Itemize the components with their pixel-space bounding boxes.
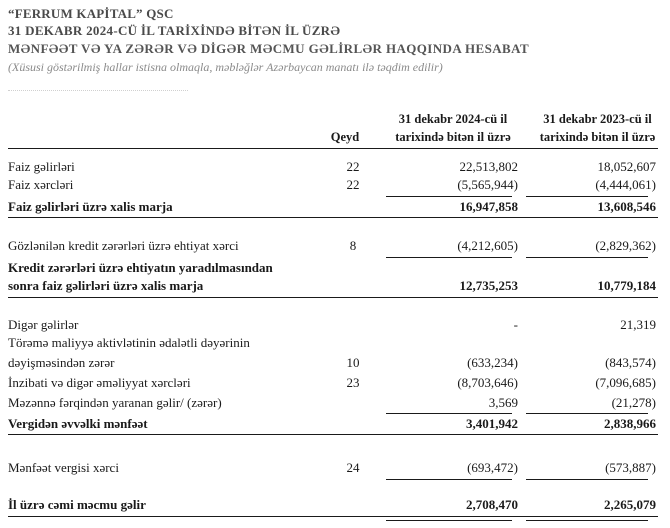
row-value-2023: 13,608,546 [597,199,656,214]
row-value-2023: 21,319 [620,317,656,332]
row-note: 22 [346,159,360,174]
table-row [8,395,658,413]
section-rule [8,217,658,218]
row-value-2023: 10,779,184 [597,278,656,293]
table-row [8,375,658,393]
column-header-2023-line1: 31 dekabr 2023-cü il [543,112,652,126]
row-value-2024: (4,212,605) [457,238,518,253]
section-rule [8,297,658,298]
row-value-2024: (693,472) [467,460,518,475]
column-header-2024-line1: 31 dekabr 2024-cü il [398,112,508,126]
row-value-2023: 2,838,966 [604,416,656,431]
table-row [8,317,658,335]
column-header-note: Qeyd [330,130,360,144]
row-value-2024: - [513,317,518,332]
row-label-line1: Kredit zərərləri üzrə ehtiyatın yaradılmasından [8,260,273,275]
subtotal-rule-2024 [386,479,512,480]
row-label: Gözlənilən kredit zərərləri üzrə ehtiyat xərci [8,238,239,253]
row-label-line1: Törəmə maliyyə aktivlətinin ədalətli dəyərinin [8,335,250,350]
row-label: Digər gəlirlər [8,317,79,332]
column-header-2023-line2: tarixində bitən il üzrə [539,130,656,144]
row-value-2023: 18,052,607 [597,159,656,174]
row-label: İnzibati və digər əməliyyat xərcləri [8,375,191,390]
row-value-2023: (21,278) [611,395,656,410]
row-note: 22 [346,177,360,192]
subtotal-rule-2023 [526,413,648,414]
row-value-2024: (5,565,944) [457,177,518,192]
row-label: Faiz xərcləri [8,177,74,192]
company-name: “FERRUM KAPİTAL” QSC [8,6,174,21]
table-row [8,238,658,256]
total-rule [8,516,658,517]
row-label: Məzənnə fərqindən yaranan gəlir/ (zərər) [8,395,222,410]
column-header-2023 [530,110,665,146]
row-note: 23 [346,375,360,390]
row-value-2023: 2,265,079 [604,497,656,512]
statement-period: 31 DEKABR 2024-CÜ İL TARİXİNDƏ BİTƏN İL ÜZRƏ [8,23,341,38]
column-header-2024-line2: tarixində bitən il üzrə [395,130,511,144]
row-note: 24 [346,460,360,475]
row-value-2024: 16,947,858 [459,199,518,214]
subtotal-rule-2023 [526,479,648,480]
row-label: İl üzrə cəmi məcmu gəlir [8,497,146,512]
row-value-2023: (573,887) [605,460,656,475]
row-label: Vergidən əvvəlki mənfəət [8,416,148,431]
table-row [8,177,658,195]
double-rule-2023 [526,520,648,521]
subtotal-rule-2024 [386,196,512,197]
row-label: Faiz gəlirləri [8,159,75,174]
row-note: 10 [346,355,360,370]
row-value-2024: 3,401,942 [466,416,518,431]
table-row-subtotal [8,416,658,434]
faint-divider [8,84,188,91]
row-value-2024: 22,513,802 [459,159,518,174]
row-label: sonra faiz gəlirləri üzrə xalis marja [8,278,204,293]
subtotal-rule-2024 [386,413,512,414]
table-row-subtotal [8,199,658,217]
row-note: 8 [349,238,357,253]
row-value-2024: 12,735,253 [459,278,518,293]
row-value-2024: (8,703,646) [457,375,518,390]
row-value-2024: 3,569 [488,395,518,410]
table-row-subtotal [8,278,658,296]
header-rule [8,148,658,149]
row-value-2023: (843,574) [605,355,656,370]
row-label: Mənfəət vergisi xərci [8,460,119,475]
table-row [8,159,658,177]
table-row [8,355,658,373]
subtotal-rule-2024 [386,257,512,258]
subtotal-rule-2023 [526,196,648,197]
row-label: Faiz gəlirləri üzrə xalis marja [8,199,173,214]
row-value-2023: (4,444,061) [595,177,656,192]
row-value-2023: (2,829,362) [595,238,656,253]
currency-note: (Xüsusi göstərilmiş hallar istisna olmaqla, məbləğlər Azərbaycan manatı ilə təqdim edilir) [8,60,443,74]
double-rule-2024 [386,520,512,521]
table-row [8,460,658,478]
row-value-2024: 2,708,470 [466,497,518,512]
table-row-total [8,497,658,515]
row-value-2023: (7,096,685) [595,375,656,390]
row-label: dəyişməsindən zərər [8,355,115,370]
column-header-2024 [378,110,528,146]
statement-title: MƏNFƏƏT VƏ YA ZƏRƏR VƏ DİGƏR MƏCMU GƏLİRLƏR HAQQINDA HESABAT [8,41,530,56]
section-rule [8,434,658,435]
subtotal-rule-2023 [526,257,648,258]
row-value-2024: (633,234) [467,355,518,370]
